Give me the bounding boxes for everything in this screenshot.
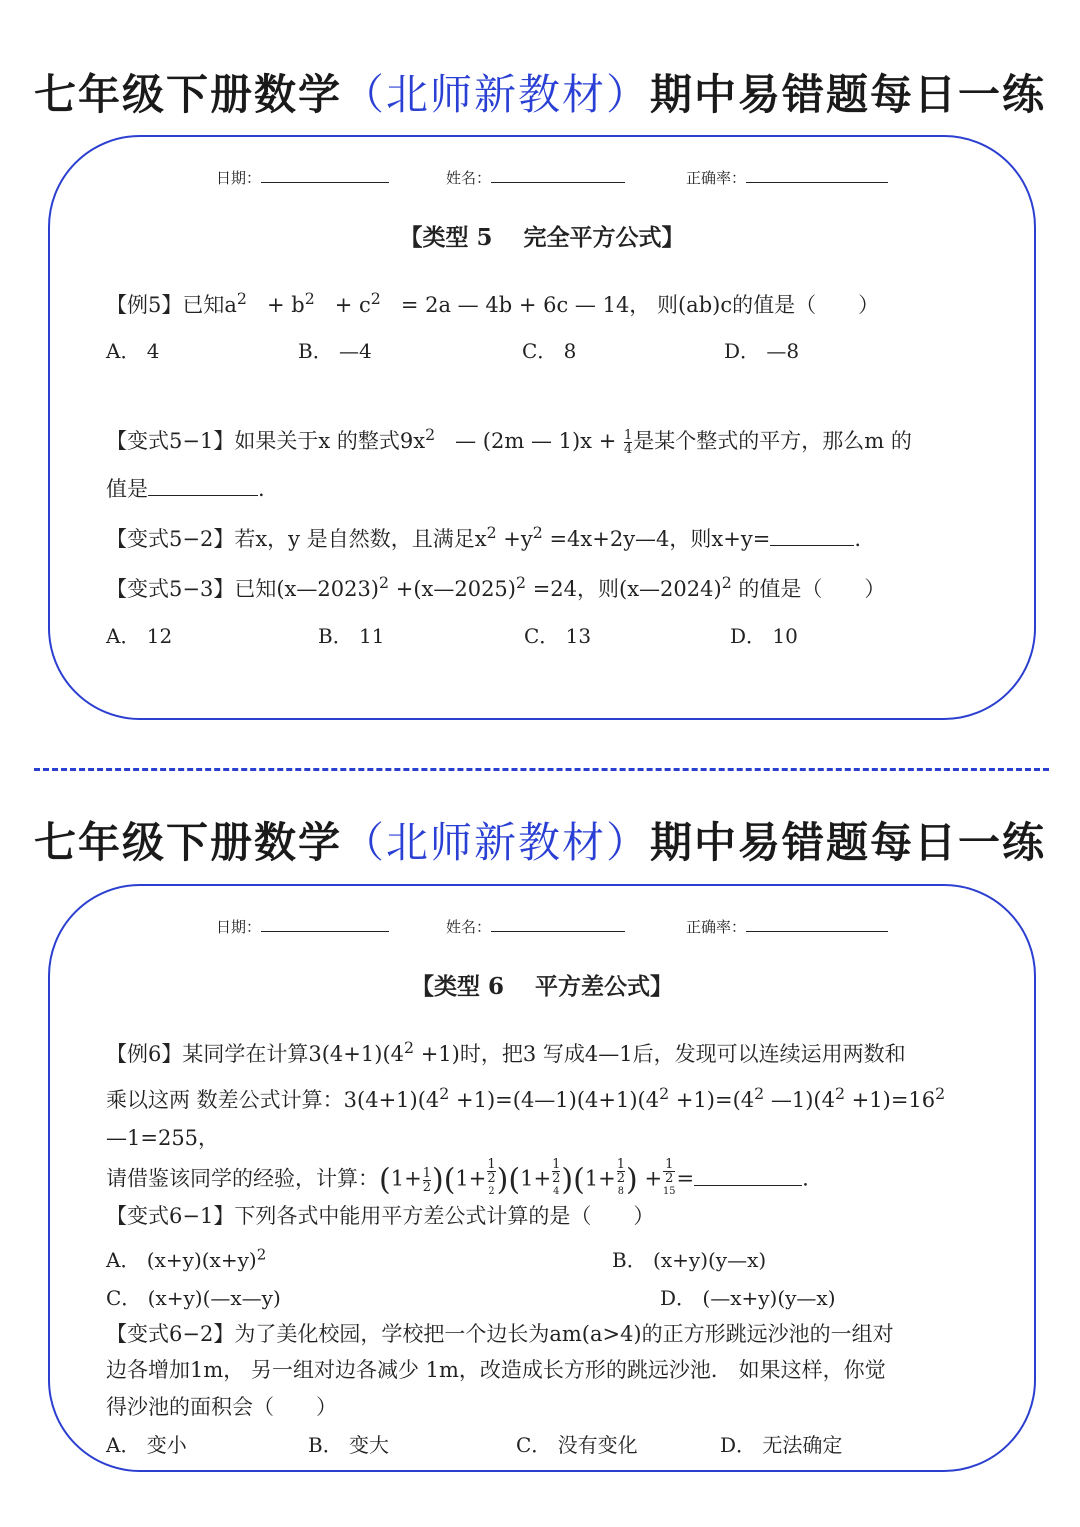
worksheet-card-type5 bbox=[48, 135, 1036, 720]
page-title bbox=[0, 62, 1080, 122]
name-label: 姓名： bbox=[446, 167, 625, 188]
ex5-option-c[interactable]: C． 8 bbox=[522, 339, 577, 363]
date-label: 日期： bbox=[216, 167, 389, 188]
example-6-line1: 【例6】某同学在计算$3(4+1)(4^2 +1)$时，把3 写成4—1后，发现可以连续运用两数和 bbox=[106, 1038, 906, 1066]
date-blank-2[interactable] bbox=[261, 931, 389, 932]
v53-option-a[interactable]: A． 12 bbox=[106, 624, 173, 648]
rate-label: 正确率： bbox=[686, 167, 888, 188]
ex5-option-a[interactable]: A． 4 bbox=[106, 339, 160, 363]
title-highlight-2: （北师新教材） bbox=[341, 818, 650, 867]
title-main-2: 七年级下册数学 bbox=[33, 818, 342, 867]
rate-blank-2[interactable] bbox=[746, 931, 888, 932]
variant-5-1-cont: 值是 . bbox=[106, 477, 265, 501]
variant-6-2-line2: 边各增加1m， 另一组对边各减少 1m，改造成长方形的跳远沙池． 如果这样，你觉 bbox=[106, 1358, 886, 1382]
title-main: 七年级下册数学 bbox=[33, 70, 342, 119]
name-blank[interactable] bbox=[491, 182, 625, 183]
ex5-option-b[interactable]: B． —4 bbox=[298, 339, 372, 363]
fraction-one-quarter: $\frac{1}{4}$ bbox=[623, 428, 633, 457]
answer-blank-ex6[interactable] bbox=[694, 1185, 802, 1186]
variant-5-3: 【变式5−3】已知(x—2023)$^2$ +(x—2025)$^2$ =24，则(x—2024)$^2$ 的值是（ ） bbox=[106, 573, 886, 601]
v61-option-d[interactable]: D． (—x+y)(y—x) bbox=[660, 1286, 836, 1310]
type-6-heading: 【类型 6 平方差公式】 bbox=[410, 973, 674, 1000]
v61-option-c[interactable]: C． (x+y)(—x—y) bbox=[106, 1286, 281, 1310]
v53-option-d[interactable]: D． 10 bbox=[730, 624, 798, 648]
date-label-2: 日期： bbox=[216, 916, 389, 937]
v61-option-b[interactable]: B． (x+y)(y—x) bbox=[612, 1248, 767, 1272]
rate-label-2: 正确率： bbox=[686, 916, 888, 937]
title-tail-2: 期中易错题每日一练 bbox=[650, 818, 1047, 867]
v62-option-b[interactable]: B． 变大 bbox=[308, 1433, 390, 1457]
ex5-option-d[interactable]: D． —8 bbox=[724, 339, 800, 363]
variant-6-2-line3: 得沙池的面积会（ ） bbox=[106, 1395, 337, 1419]
variant-6-1: 【变式6−1】下列各式中能用平方差公式计算的是（ ） bbox=[106, 1204, 655, 1228]
type-5-heading: 【类型 5 完全平方公式】 bbox=[399, 224, 685, 251]
variant-5-1: 【变式5−1】如果关于x 的整式$9x^2$ — (2m — 1)x + $\frac{1}{4}$ 是某个整式的平方，那么m 的 bbox=[106, 425, 912, 457]
v61-option-a[interactable]: A． $(x+y)(x+y)^2$ bbox=[106, 1245, 267, 1272]
example-5: 【例5】已知$a^2 + b^2 + c^2$ = 2a — 4b + 6c — 14， 则(ab)c的值是（ ） bbox=[106, 289, 880, 317]
example-6-line3: —1=255， bbox=[106, 1126, 220, 1150]
date-blank[interactable] bbox=[261, 182, 389, 183]
title-tail: 期中易错题每日一练 bbox=[650, 70, 1047, 119]
example-6-line2: 乘以这两 数差公式计算：$3(4+1)(4^2$ $+1)=(4—1)(4+1)(4^2 +1)=(4^2$ $—1)(4^2 +1)=16^2$ bbox=[106, 1084, 946, 1112]
v53-option-c[interactable]: C． 13 bbox=[524, 624, 592, 648]
worksheet-card-type6 bbox=[48, 884, 1036, 1472]
rate-blank[interactable] bbox=[746, 182, 888, 183]
variant-6-2-line1: 【变式6−2】为了美化校园，学校把一个边长为am(a>4)的正方形跳远沙池的一组对 bbox=[106, 1322, 894, 1346]
answer-blank-5-2[interactable] bbox=[770, 545, 854, 546]
variant-5-2: 【变式5−2】若x，y 是自然数，且满足$x^2 +y^2$ =4x+2y—4，则x+y= . bbox=[106, 523, 862, 551]
section-divider bbox=[34, 768, 1049, 771]
example-6-line4: 请借鉴该同学的经验，计算：(1+ $\frac{1}{2}$ )(1+ 1 2 $^2$ )(1+ 1 2 $^4$ )(1+ 1 2 $^8$ ) + 1 2 $^{15}$ = . bbox=[106, 1157, 809, 1198]
v62-option-a[interactable]: A． 变小 bbox=[106, 1433, 187, 1457]
name-label-2: 姓名： bbox=[446, 916, 625, 937]
name-blank-2[interactable] bbox=[491, 931, 625, 932]
v62-option-c[interactable]: C． 没有变化 bbox=[516, 1433, 638, 1457]
v53-option-b[interactable]: B． 11 bbox=[318, 624, 385, 648]
page-title-2 bbox=[0, 810, 1080, 870]
v62-option-d[interactable]: D． 无法确定 bbox=[720, 1433, 843, 1457]
answer-blank-5-1[interactable] bbox=[148, 495, 258, 496]
title-highlight: （北师新教材） bbox=[341, 70, 650, 119]
